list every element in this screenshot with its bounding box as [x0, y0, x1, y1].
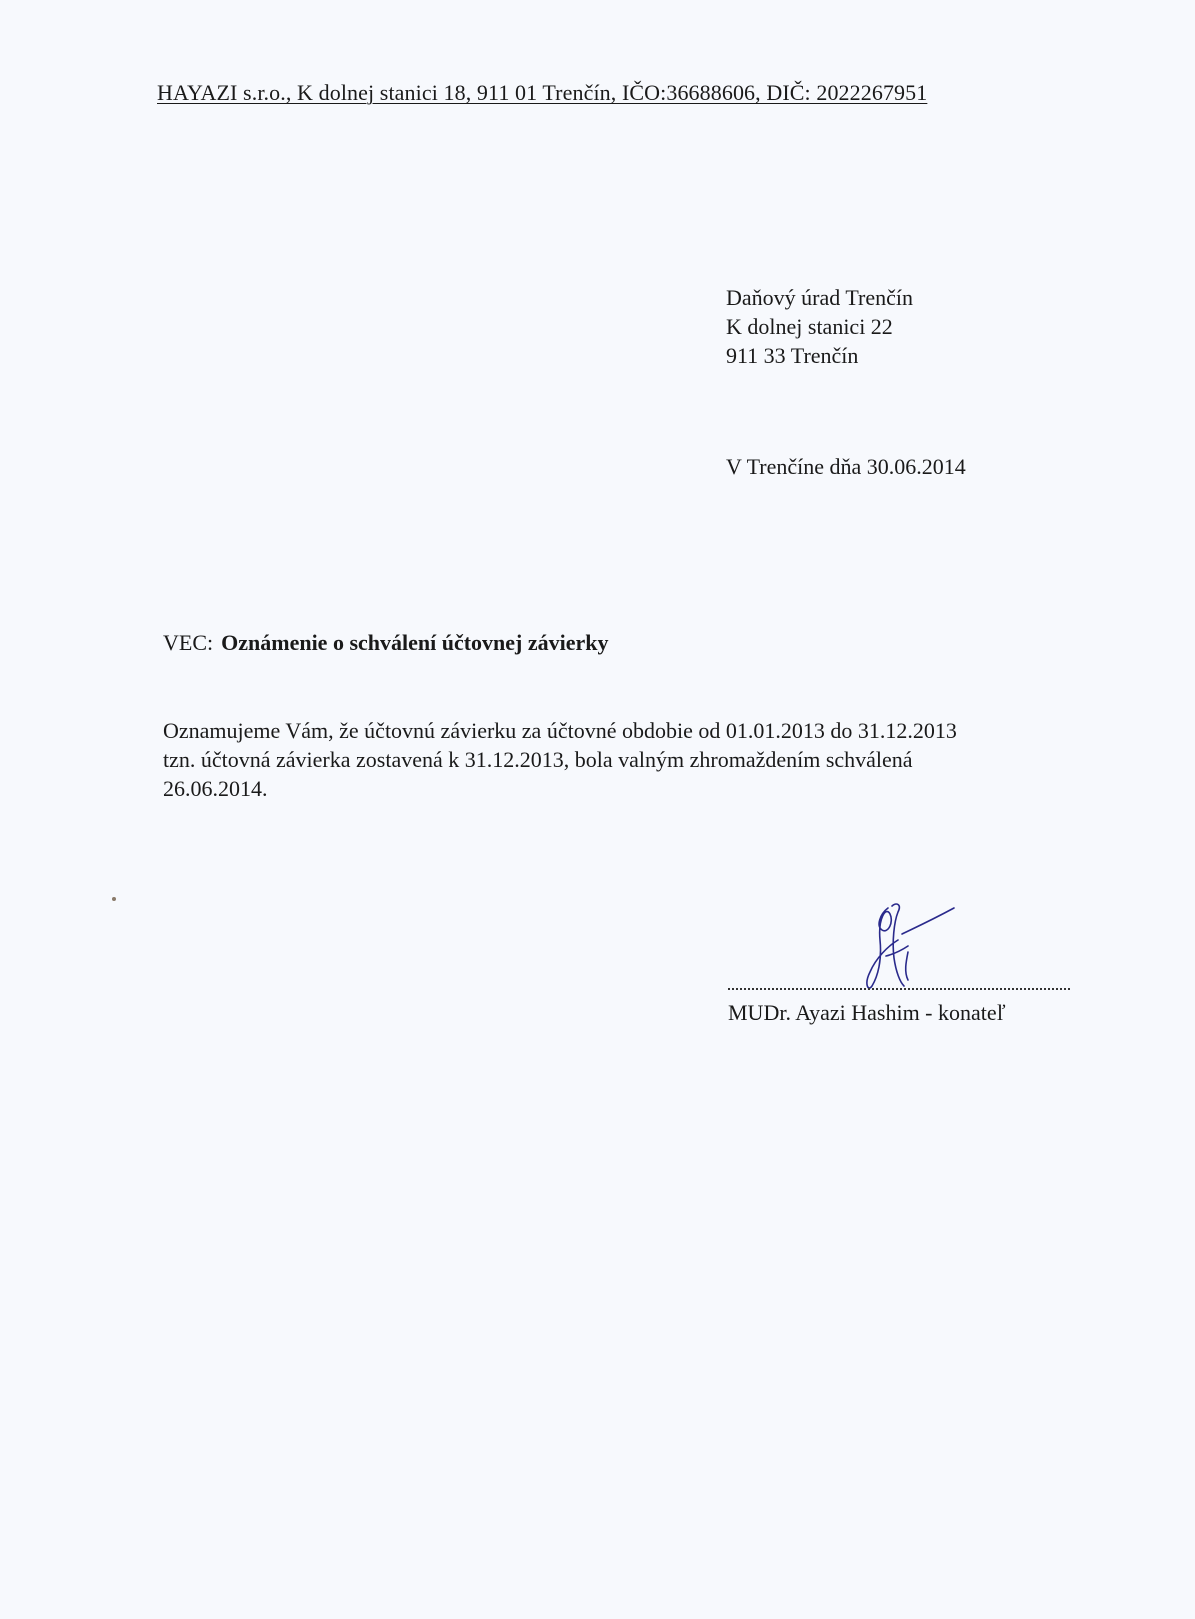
handwritten-signature — [858, 900, 968, 992]
signature-line — [728, 988, 1070, 990]
subject-label: VEC: — [163, 630, 214, 655]
addressee-line: 911 33 Trenčín — [726, 343, 859, 368]
body-line: Oznamujeme Vám, že účtovnú závierku za účtovné obdobie od 01.01.2013 do 31.12.2013 — [163, 718, 957, 743]
place-date: V Trenčíne dňa 30.06.2014 — [726, 454, 966, 479]
scan-speck — [112, 897, 116, 901]
body-paragraph — [163, 716, 1093, 803]
subject-title: Oznámenie o schválení účtovnej závierky — [221, 630, 609, 655]
body-line: 26.06.2014. — [163, 776, 268, 801]
body-line: tzn. účtovná závierka zostavená k 31.12.2013, bola valným zhromaždením schválená — [163, 747, 913, 772]
signer-name: MUDr. Ayazi Hashim - konateľ — [728, 1000, 1006, 1025]
addressee-block — [726, 283, 913, 370]
subject-line — [163, 630, 609, 656]
signature-block — [728, 900, 1073, 1040]
company-header: HAYAZI s.r.o., K dolnej stanici 18, 911 01 Trenčín, IČO:36688606, DIČ: 2022267951 — [157, 80, 928, 105]
addressee-line: Daňový úrad Trenčín — [726, 285, 913, 310]
addressee-line: K dolnej stanici 22 — [726, 314, 893, 339]
